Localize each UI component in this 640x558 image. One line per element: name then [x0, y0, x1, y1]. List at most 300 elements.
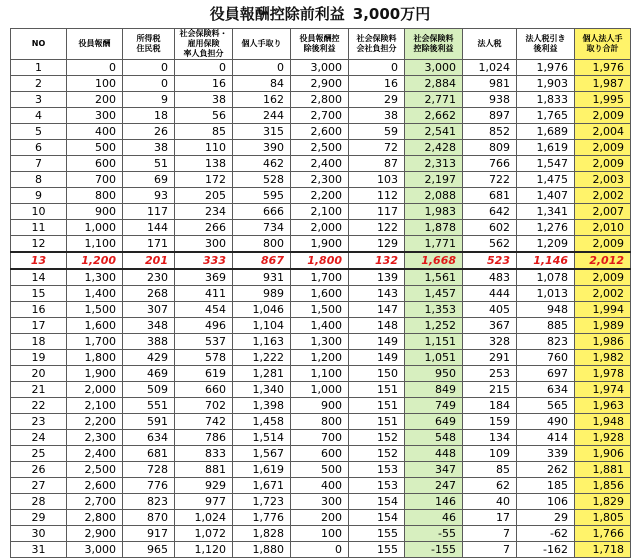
table-cell: 700	[291, 430, 349, 446]
table-cell: 595	[233, 188, 291, 204]
table-cell: 139	[349, 269, 405, 286]
table-cell: 1,700	[291, 269, 349, 286]
table-row	[11, 382, 631, 398]
table-cell: 500	[67, 140, 123, 156]
table-cell: 152	[349, 446, 405, 462]
table-cell: 1,276	[517, 220, 575, 236]
table-cell: 1,104	[233, 318, 291, 334]
table-cell: 634	[123, 430, 175, 446]
table-cell: 1,400	[291, 318, 349, 334]
table-cell: 1,046	[233, 302, 291, 318]
table-cell: 1,547	[517, 156, 575, 172]
profit-table	[10, 28, 631, 558]
table-row	[11, 510, 631, 526]
table-cell: 800	[67, 188, 123, 204]
table-cell: 1,457	[405, 286, 463, 302]
table-cell: 1,619	[233, 462, 291, 478]
table-cell: 619	[175, 366, 233, 382]
table-cell: 153	[349, 462, 405, 478]
table-cell: 2,500	[291, 140, 349, 156]
table-cell: 981	[463, 76, 517, 92]
table-cell: 1,600	[291, 286, 349, 302]
row-number-cell: 25	[11, 446, 67, 462]
table-cell: 244	[233, 108, 291, 124]
table-cell: 122	[349, 220, 405, 236]
table-cell: 17	[463, 510, 517, 526]
table-cell: 103	[349, 172, 405, 188]
table-cell: 2,541	[405, 124, 463, 140]
table-cell: 833	[175, 446, 233, 462]
table-cell: 117	[123, 204, 175, 220]
table-cell: 1,561	[405, 269, 463, 286]
table-cell: 1,400	[67, 286, 123, 302]
table-cell: 1,051	[405, 350, 463, 366]
table-cell: 1,500	[291, 302, 349, 318]
table-cell: 1,146	[517, 252, 575, 269]
table-cell: 1,353	[405, 302, 463, 318]
table-cell: 300	[175, 236, 233, 253]
table-cell: 84	[233, 76, 291, 92]
table-cell: 51	[123, 156, 175, 172]
table-row	[11, 92, 631, 108]
table-cell: 2,002	[575, 188, 631, 204]
table-cell: 469	[123, 366, 175, 382]
table-cell: 1,903	[517, 76, 575, 92]
row-number-cell: 18	[11, 334, 67, 350]
table-cell: 266	[175, 220, 233, 236]
table-cell: 897	[463, 108, 517, 124]
table-cell: 149	[349, 350, 405, 366]
table-body	[11, 60, 631, 558]
table-cell: 649	[405, 414, 463, 430]
table-cell: 2,010	[575, 220, 631, 236]
table-cell: 154	[349, 494, 405, 510]
header-row	[11, 29, 631, 60]
table-cell: 247	[405, 478, 463, 494]
table-cell: 2,400	[291, 156, 349, 172]
table-cell: 462	[233, 156, 291, 172]
row-number-cell: 1	[11, 60, 67, 76]
table-row	[11, 478, 631, 494]
table-cell: 291	[463, 350, 517, 366]
table-cell: 800	[291, 414, 349, 430]
table-cell: 1,900	[67, 366, 123, 382]
table-cell: 600	[67, 156, 123, 172]
table-cell: 152	[349, 430, 405, 446]
table-cell: 333	[175, 252, 233, 269]
table-cell: 1,982	[575, 350, 631, 366]
table-cell: 490	[517, 414, 575, 430]
table-cell: 454	[175, 302, 233, 318]
row-number-cell: 29	[11, 510, 67, 526]
table-cell: 950	[405, 366, 463, 382]
table-cell: 85	[463, 462, 517, 478]
table-cell: 600	[291, 446, 349, 462]
table-cell: 2,007	[575, 204, 631, 220]
table-row	[11, 366, 631, 382]
table-cell: 2,009	[575, 236, 631, 253]
row-number-cell: 4	[11, 108, 67, 124]
row-number-cell: 22	[11, 398, 67, 414]
row-number-cell: 31	[11, 542, 67, 558]
table-cell: 1,989	[575, 318, 631, 334]
table-cell: 1,978	[575, 366, 631, 382]
table-cell: 509	[123, 382, 175, 398]
column-header: 所得税 住民税	[123, 29, 175, 60]
row-number-cell: 13	[11, 252, 67, 269]
table-cell: 7	[463, 526, 517, 542]
table-cell: 1,209	[517, 236, 575, 253]
table-cell: 1,906	[575, 446, 631, 462]
table-cell: 1,963	[575, 398, 631, 414]
table-cell: 300	[291, 494, 349, 510]
table-cell: 59	[349, 124, 405, 140]
table-cell: 1,948	[575, 414, 631, 430]
table-cell: 132	[349, 252, 405, 269]
table-cell: 2,771	[405, 92, 463, 108]
table-cell: 1,700	[67, 334, 123, 350]
table-cell: 500	[291, 462, 349, 478]
table-cell: 117	[349, 204, 405, 220]
table-cell: 1,976	[517, 60, 575, 76]
table-cell: 154	[349, 510, 405, 526]
row-number-cell: 20	[11, 366, 67, 382]
table-cell: 1,222	[233, 350, 291, 366]
table-cell: 634	[517, 382, 575, 398]
table-cell: 870	[123, 510, 175, 526]
column-header: 役員報酬	[67, 29, 123, 60]
table-cell: 537	[175, 334, 233, 350]
table-cell: 3,000	[291, 60, 349, 76]
table-cell: 2,600	[291, 124, 349, 140]
table-cell: 1,974	[575, 382, 631, 398]
table-cell: 1,475	[517, 172, 575, 188]
table-cell: 749	[405, 398, 463, 414]
table-cell: 2,200	[291, 188, 349, 204]
table-cell: 9	[123, 92, 175, 108]
table-cell: 388	[123, 334, 175, 350]
table-cell: 2,600	[67, 478, 123, 494]
table-cell: 0	[233, 60, 291, 76]
table-cell: 965	[123, 542, 175, 558]
table-cell: 1,800	[291, 252, 349, 269]
table-row	[11, 414, 631, 430]
table-cell: 1,994	[575, 302, 631, 318]
table-cell: 339	[517, 446, 575, 462]
column-header: NO	[11, 29, 67, 60]
row-number-cell: 27	[11, 478, 67, 494]
table-cell: 300	[67, 108, 123, 124]
table-cell: 591	[123, 414, 175, 430]
table-cell: 1,976	[575, 60, 631, 76]
table-cell: 7	[463, 542, 517, 558]
table-cell: 2,662	[405, 108, 463, 124]
table-cell: 1,668	[405, 252, 463, 269]
table-cell: 1,100	[291, 366, 349, 382]
table-cell: 2,428	[405, 140, 463, 156]
table-cell: 1,995	[575, 92, 631, 108]
table-cell: 823	[517, 334, 575, 350]
column-header: 役員報酬控 除後利益	[291, 29, 349, 60]
table-row	[11, 462, 631, 478]
table-row	[11, 204, 631, 220]
table-cell: 390	[233, 140, 291, 156]
table-cell: 702	[175, 398, 233, 414]
table-cell: 523	[463, 252, 517, 269]
table-cell: 2,000	[291, 220, 349, 236]
table-cell: 307	[123, 302, 175, 318]
table-cell: 2,197	[405, 172, 463, 188]
table-cell: 215	[463, 382, 517, 398]
table-cell: 29	[517, 510, 575, 526]
page-title	[0, 0, 640, 26]
table-cell: 1,163	[233, 334, 291, 350]
table-cell: 1,024	[463, 60, 517, 76]
table-cell: 742	[175, 414, 233, 430]
table-cell: 1,718	[575, 542, 631, 558]
row-number-cell: 8	[11, 172, 67, 188]
table-cell: 1,881	[575, 462, 631, 478]
table-cell: 56	[175, 108, 233, 124]
table-cell: 1,878	[405, 220, 463, 236]
table-row	[11, 494, 631, 510]
table-cell: 1,281	[233, 366, 291, 382]
table-cell: 602	[463, 220, 517, 236]
table-cell: 2,100	[67, 398, 123, 414]
table-cell: 2,400	[67, 446, 123, 462]
table-row	[11, 188, 631, 204]
table-cell: 881	[175, 462, 233, 478]
table-cell: 1,765	[517, 108, 575, 124]
table-cell: 230	[123, 269, 175, 286]
table-cell: 253	[463, 366, 517, 382]
table-cell: 2,003	[575, 172, 631, 188]
table-cell: 1,928	[575, 430, 631, 446]
table-cell: 1,300	[291, 334, 349, 350]
table-cell: 1,252	[405, 318, 463, 334]
table-cell: 1,689	[517, 124, 575, 140]
table-cell: 148	[349, 318, 405, 334]
table-row	[11, 140, 631, 156]
table-cell: 172	[175, 172, 233, 188]
column-header: 社会保険料 控除後利益	[405, 29, 463, 60]
table-cell: 411	[175, 286, 233, 302]
table-cell: 3,000	[67, 542, 123, 558]
table-cell: 2,700	[67, 494, 123, 510]
row-number-cell: 2	[11, 76, 67, 92]
table-cell: 0	[175, 60, 233, 76]
table-cell: 1,805	[575, 510, 631, 526]
table-cell: 528	[233, 172, 291, 188]
column-header: 法人税	[463, 29, 517, 60]
table-cell: 367	[463, 318, 517, 334]
table-cell: 496	[175, 318, 233, 334]
table-cell: 2,800	[67, 510, 123, 526]
table-cell: 348	[123, 318, 175, 334]
table-cell: 38	[123, 140, 175, 156]
row-number-cell: 7	[11, 156, 67, 172]
table-cell: 185	[517, 478, 575, 494]
table-cell: 400	[67, 124, 123, 140]
table-cell: 786	[175, 430, 233, 446]
table-cell: 16	[175, 76, 233, 92]
table-row	[11, 526, 631, 542]
table-cell: 369	[175, 269, 233, 286]
table-cell: 565	[517, 398, 575, 414]
table-cell: 149	[349, 334, 405, 350]
table-cell: 429	[123, 350, 175, 366]
table-cell: 40	[463, 494, 517, 510]
table-cell: -62	[517, 526, 575, 542]
table-cell: 562	[463, 236, 517, 253]
table-cell: 1,723	[233, 494, 291, 510]
table-cell: 2,200	[67, 414, 123, 430]
table-cell: 0	[291, 542, 349, 558]
table-cell: 2,500	[67, 462, 123, 478]
table-cell: 234	[175, 204, 233, 220]
table-row	[11, 60, 631, 76]
table-row	[11, 430, 631, 446]
table-cell: 900	[291, 398, 349, 414]
table-cell: 151	[349, 414, 405, 430]
table-cell: 2,884	[405, 76, 463, 92]
table-cell: 93	[123, 188, 175, 204]
row-number-cell: 24	[11, 430, 67, 446]
table-row	[11, 156, 631, 172]
table-cell: 162	[233, 92, 291, 108]
table-cell: 69	[123, 172, 175, 188]
table-cell: 268	[123, 286, 175, 302]
table-cell: 2,700	[291, 108, 349, 124]
table-cell: 578	[175, 350, 233, 366]
table-cell: 1,619	[517, 140, 575, 156]
table-cell: 18	[123, 108, 175, 124]
table-cell: 1,000	[291, 382, 349, 398]
table-cell: 1,024	[175, 510, 233, 526]
table-cell: 2,012	[575, 252, 631, 269]
table-cell: 184	[463, 398, 517, 414]
row-number-cell: 9	[11, 188, 67, 204]
table-cell: 1,983	[405, 204, 463, 220]
table-cell: -55	[405, 526, 463, 542]
row-number-cell: 11	[11, 220, 67, 236]
table-cell: 87	[349, 156, 405, 172]
title-amount: 3,000万円	[352, 4, 431, 23]
table-cell: 548	[405, 430, 463, 446]
table-cell: 153	[349, 478, 405, 494]
table-cell: 666	[233, 204, 291, 220]
row-number-cell: 3	[11, 92, 67, 108]
row-number-cell: 6	[11, 140, 67, 156]
table-cell: 110	[175, 140, 233, 156]
table-cell: 1,828	[233, 526, 291, 542]
table-cell: 1,407	[517, 188, 575, 204]
table-cell: 1,833	[517, 92, 575, 108]
table-cell: 144	[123, 220, 175, 236]
table-cell: 0	[349, 60, 405, 76]
column-header: 社会保険料・雇用保険 率人負担分	[175, 29, 233, 60]
table-cell: 129	[349, 236, 405, 253]
table-cell: 2,009	[575, 156, 631, 172]
table-cell: 2,100	[291, 204, 349, 220]
table-cell: 109	[463, 446, 517, 462]
table-cell: 151	[349, 382, 405, 398]
table-cell: 38	[349, 108, 405, 124]
table-cell: 1,013	[517, 286, 575, 302]
table-cell: 931	[233, 269, 291, 286]
table-cell: 46	[405, 510, 463, 526]
table-cell: 1,766	[575, 526, 631, 542]
table-cell: 1,500	[67, 302, 123, 318]
table-cell: 448	[405, 446, 463, 462]
table-row	[11, 76, 631, 92]
table-cell: 3,000	[405, 60, 463, 76]
table-cell: 823	[123, 494, 175, 510]
table-cell: 1,856	[575, 478, 631, 494]
table-cell: 760	[517, 350, 575, 366]
column-header: 社会保険料 会社負担分	[349, 29, 405, 60]
table-cell: 938	[463, 92, 517, 108]
table-cell: 347	[405, 462, 463, 478]
table-cell: 143	[349, 286, 405, 302]
table-cell: 1,300	[67, 269, 123, 286]
table-row	[11, 124, 631, 140]
row-number-cell: 17	[11, 318, 67, 334]
table-cell: 0	[67, 60, 123, 76]
table-cell: 16	[349, 76, 405, 92]
table-cell: 1,398	[233, 398, 291, 414]
table-cell: 681	[123, 446, 175, 462]
table-cell: 700	[67, 172, 123, 188]
table-cell: 929	[175, 478, 233, 494]
table-cell: 2,000	[67, 382, 123, 398]
row-number-cell: 26	[11, 462, 67, 478]
table-cell: 29	[349, 92, 405, 108]
table-cell: 0	[123, 60, 175, 76]
row-number-cell: 30	[11, 526, 67, 542]
table-row	[11, 286, 631, 302]
table-cell: 159	[463, 414, 517, 430]
table-cell: 38	[175, 92, 233, 108]
table-row	[11, 542, 631, 558]
table-row	[11, 172, 631, 188]
table-cell: 483	[463, 269, 517, 286]
table-cell: 1,671	[233, 478, 291, 494]
table-cell: 1,880	[233, 542, 291, 558]
table-cell: 444	[463, 286, 517, 302]
table-cell: 2,088	[405, 188, 463, 204]
table-row	[11, 318, 631, 334]
table-cell: 766	[463, 156, 517, 172]
table-cell: 697	[517, 366, 575, 382]
row-number-cell: 5	[11, 124, 67, 140]
table-cell: 977	[175, 494, 233, 510]
table-cell: 405	[463, 302, 517, 318]
table-row	[11, 334, 631, 350]
table-row	[11, 252, 631, 269]
table-cell: 885	[517, 318, 575, 334]
table-cell: 138	[175, 156, 233, 172]
table-cell: 1,800	[67, 350, 123, 366]
table-cell: 26	[123, 124, 175, 140]
table-cell: 151	[349, 398, 405, 414]
table-cell: 1,900	[291, 236, 349, 253]
table-cell: 1,078	[517, 269, 575, 286]
table-row	[11, 302, 631, 318]
table-cell: 551	[123, 398, 175, 414]
table-cell: 2,009	[575, 108, 631, 124]
table-cell: 1,072	[175, 526, 233, 542]
